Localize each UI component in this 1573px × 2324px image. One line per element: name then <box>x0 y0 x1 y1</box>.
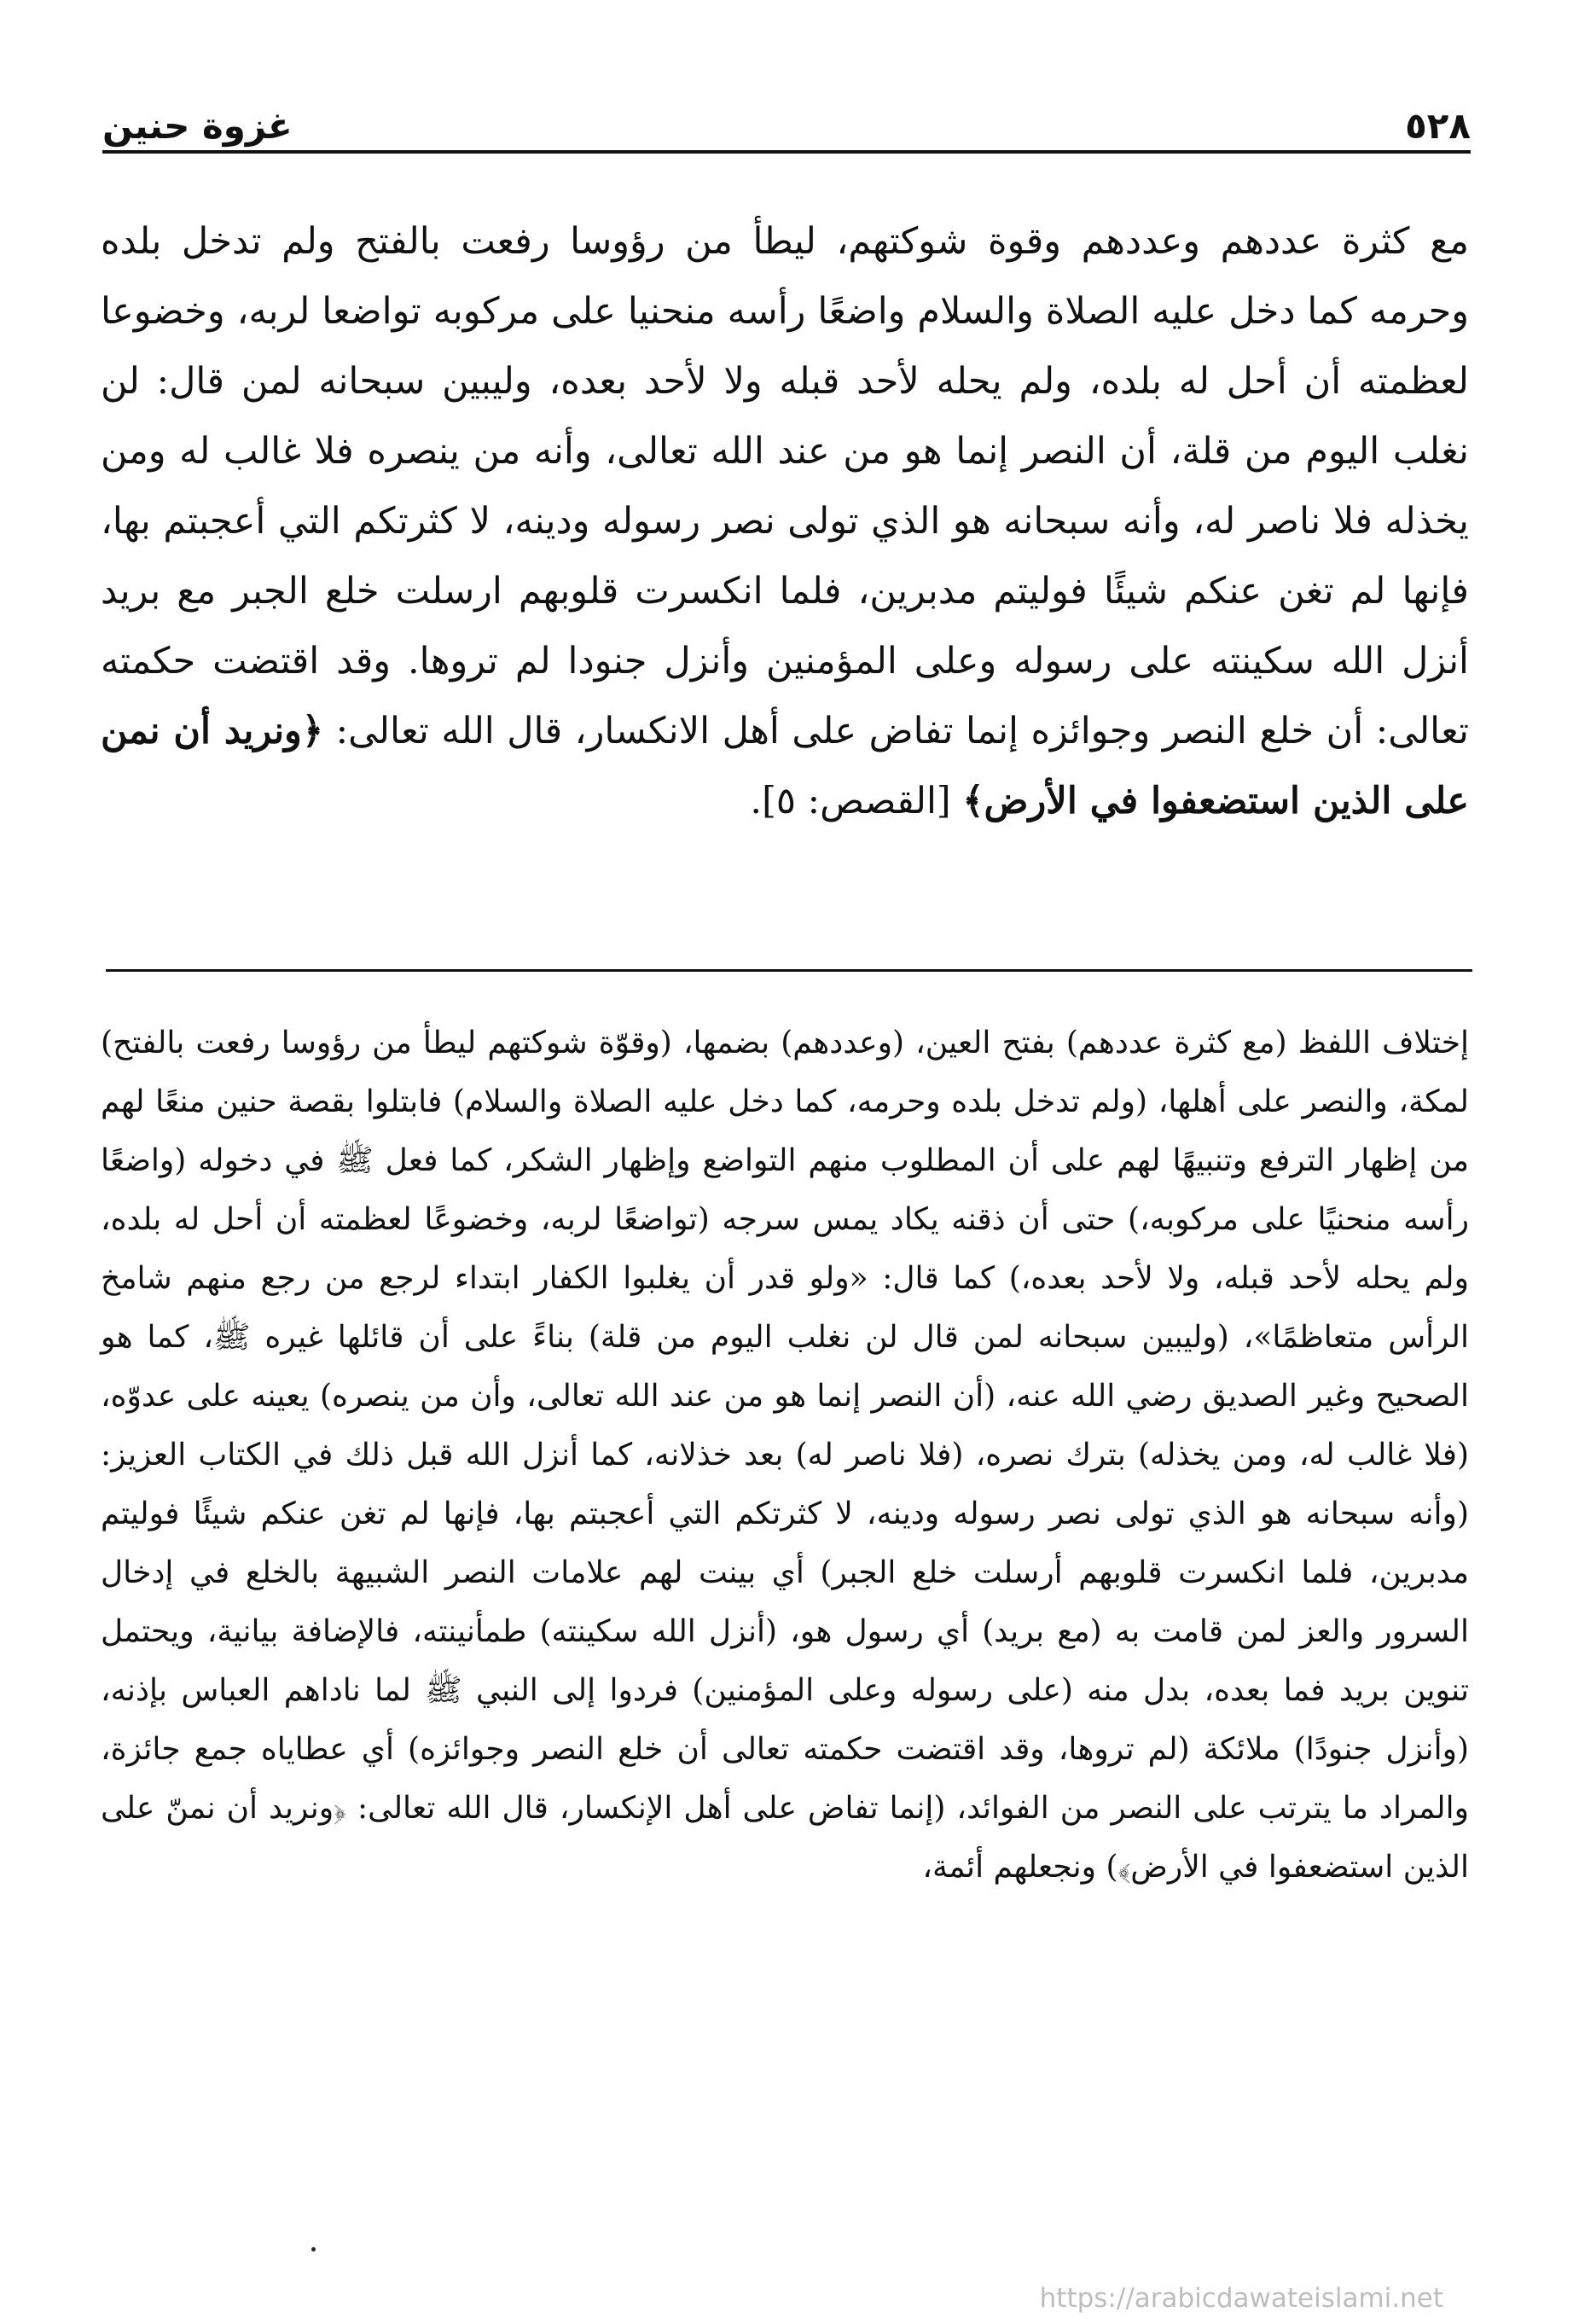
main-paragraph <box>101 206 1469 836</box>
commentary-text <box>101 1014 1469 1897</box>
main-paragraph-text: مع كثرة عددهم وعددهم وقوة شوكتهم، ليطأ من رؤوسا رفعت بالفتح ولم تدخل بلده وحرمه كما دخل عليه الصلاة والسلام واضعًا رأسه منحنيا على مركوبه تواضعا لربه، وخضوعا لعظمته أن أحل له بلده، ولم يحله لأحد قبله ولا لأحد بعده، وليبين سبحانه لمن قال: لن نغلب اليوم من قلة، أن النصر إنما هو من عند الله تعالى، وأنه من ينصره فلا غالب له ومن يخذله فلا ناصر له، وأنه سبحانه هو الذي تولى نصر رسوله ودينه، لا كثرتكم التي أعجبتم بها، فإنها لم تغن عنكم شيئًا فوليتم مدبرين، فلما انكسرت قلوبهم ارسلت خلع الجبر مع بريد أنزل الله سكينته على رسوله وعلى المؤمنين وأنزل جنودا لم تروها. وقد اقتضت حكمته تعالى: أن خلع النصر وجوائزه إنما تفاض على أهل الانكسار، قال الله تعالى: <box>101 220 1469 752</box>
chapter-title: غزوة حنين <box>102 105 293 147</box>
footnote-divider <box>106 969 1472 972</box>
page-number: ٥٢٨ <box>1405 105 1471 147</box>
print-speck <box>311 2247 316 2251</box>
header-rule <box>102 150 1471 154</box>
watermark: https://arabicdawateislami.net <box>1039 2283 1443 2314</box>
page-header <box>102 78 1471 147</box>
quran-verse: ﴿ونريد أن نمن على الذين استضعفوا في الأرض﴾ <box>101 710 1469 822</box>
verse-reference: [القصص: ٥]. <box>750 780 951 822</box>
commentary-paragraph: إختلاف اللفظ (مع كثرة عددهم) بفتح العين، (وعددهم) بضمها، (وقوّة شوكتهم ليطأ من رؤوسا رفعت بالفتح) لمكة، والنصر على أهلها، (ولم تدخل بلده وحرمه، كما دخل عليه الصلاة والسلام) فابتلوا بقصة حنين منعًا لهم من إظهار الترفع وتنبيهًا لهم على أن المطلوب منهم التواضع وإظهار الشكر، كما فعل ﷺ في دخوله (واضعًا رأسه منحنيًا على مركوبه،) حتى أن ذقنه يكاد يمس سرجه (تواضعًا لربه، وخضوعًا لعظمته أن أحل له بلده، ولم يحله لأحد قبله، ولا لأحد بعده،) كما قال: «ولو قدر أن يغلبوا الكفار ابتداء لرجع من رجع منهم شامخ الرأس متعاظمًا»، (وليبين سبحانه لمن قال لن نغلب اليوم من قلة) بناءً على أن قائلها غيره ﷺ، كما هو الصحيح وغير الصديق رضي الله عنه، (أن النصر إنما هو من عند الله تعالى، وأن من ينصره) يعينه على عدوّه، (فلا غالب له، ومن يخذله) بترك نصره، (فلا ناصر له) بعد خذلانه، كما أنزل الله قبل ذلك في الكتاب العزيز: (وأنه سبحانه هو الذي تولى نصر رسوله ودينه، لا كثرتكم التي أعجبتم بها، فإنها لم تغن عنكم شيئًا فوليتم مدبرين، فلما انكسرت قلوبهم أرسلت خلع الجبر) أي بينت لهم علامات النصر الشبيهة بالخلع في إدخال السرور والعز لمن قامت به (مع بريد) أي رسول هو، (أنزل الله سكينته) طمأنينته، فالإضافة بيانية، ويحتمل تنوين بريد فما بعده، بدل منه (على رسوله وعلى المؤمنين) فردوا إلى النبي ﷺ لما ناداهم العباس بإذنه، (وأنزل جنودًا) ملائكة (لم تروها، وقد اقتضت حكمته تعالى أن خلع النصر وجوائزه) أي عطاياه جمع جائزة، والمراد ما يترتب على النصر من الفوائد، (إنما تفاض على أهل الإنكسار، قال الله تعالى: ﴿ونريد أن نمنّ على الذين استضعفوا في الأرض﴾) ونجعلهم أئمة، <box>101 1025 1469 1885</box>
main-text <box>101 206 1469 836</box>
